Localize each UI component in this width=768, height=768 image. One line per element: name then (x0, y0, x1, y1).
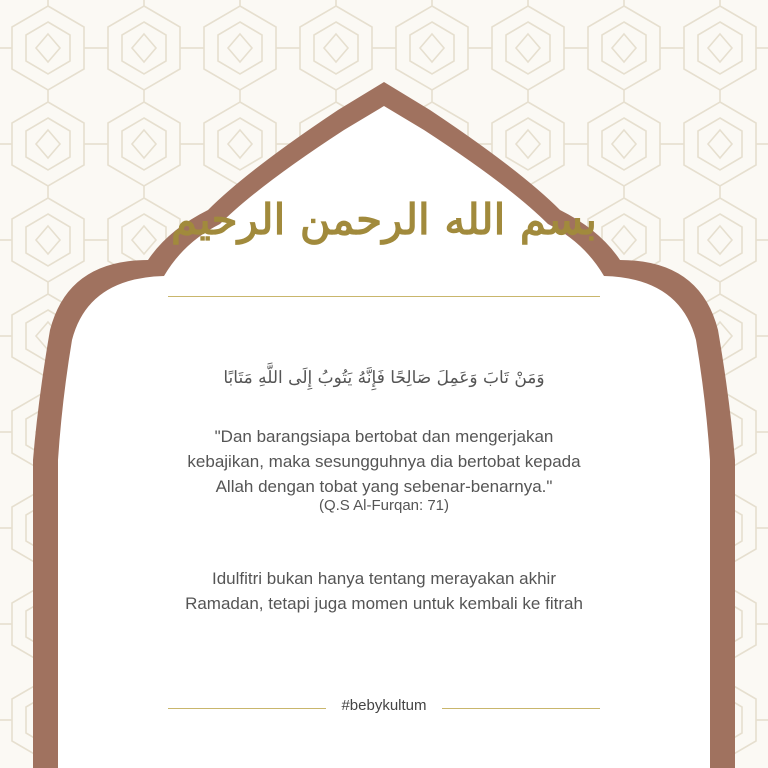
message-line: Ramadan, tetapi juga momen untuk kembali ke fitrah (185, 594, 583, 613)
message-line: Idulfitri bukan hanya tentang merayakan akhir (212, 569, 556, 588)
greeting-message (0, 566, 768, 616)
translation-line: "Dan barangsiapa bertobat dan mengerjakan (214, 427, 554, 446)
translation-line: kebajikan, maka sesungguhnya dia bertobat kepada (187, 452, 581, 471)
header-divider (168, 296, 600, 297)
footer-divider-right (442, 708, 600, 709)
bismillah-calligraphy: بسم الله الرحمن الرحيم (171, 195, 597, 244)
verse-reference: (Q.S Al-Furqan: 71) (318, 497, 450, 514)
hashtag-label: #bebykultum (341, 697, 427, 714)
verse-translation (0, 424, 768, 499)
translation-line: Allah dengan tobat yang sebenar-benarnya." (215, 477, 553, 496)
verse-arabic-text: وَمَنْ تَابَ وَعَمِلَ صَالِحًا فَإِنَّهُ يَتُوبُ إِلَى اللَّهِ مَتَابًا (223, 368, 545, 388)
